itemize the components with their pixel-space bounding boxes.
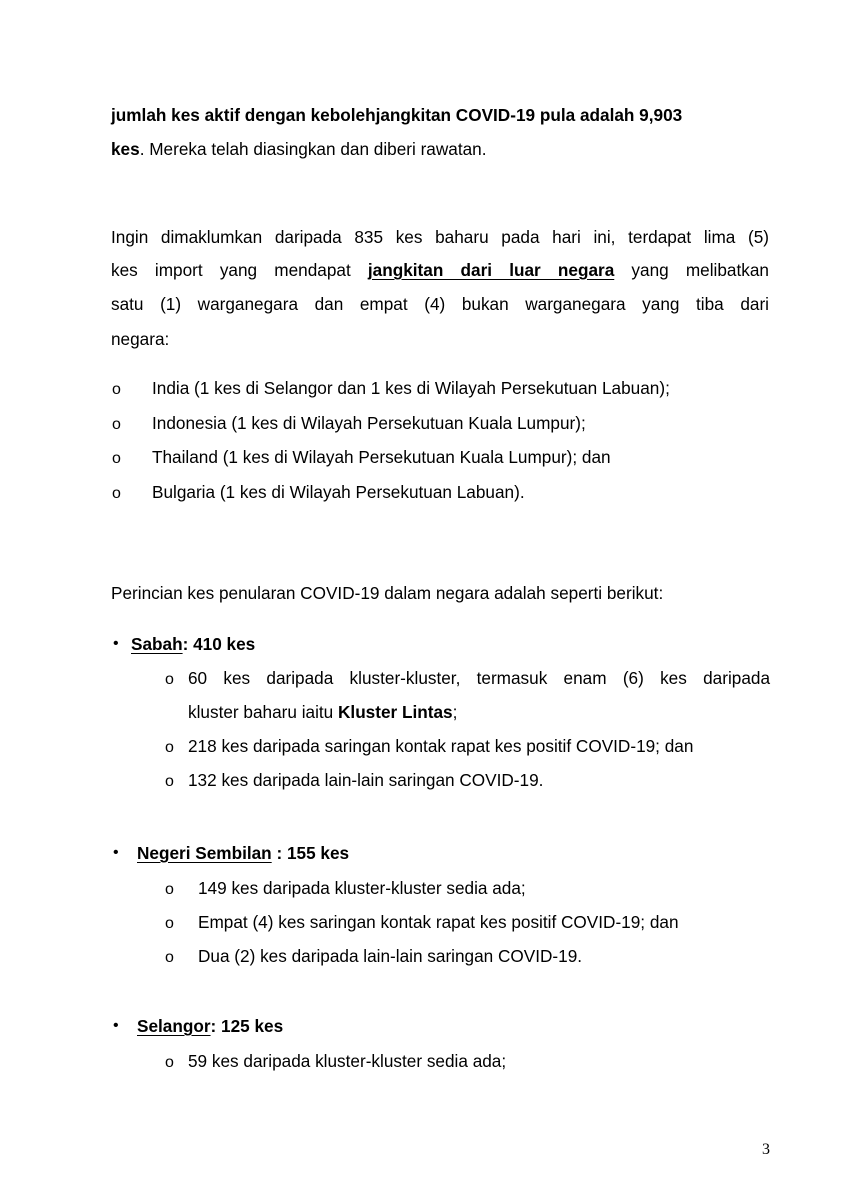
page-number: 3 <box>762 1141 770 1158</box>
import-line-2-post: yang melibatkan <box>614 260 769 280</box>
country-item: India (1 kes di Selangor dan 1 kes di Wilayah Persekutuan Labuan); <box>152 378 670 398</box>
country-item: Bulgaria (1 kes di Wilayah Persekutuan Labuan). <box>152 482 525 502</box>
intro-line-2-rest: . Mereka telah diasingkan dan diberi rawatan. <box>139 139 487 159</box>
state-count: : 125 kes <box>210 1016 284 1036</box>
state-heading <box>137 1016 283 1037</box>
state-heading <box>131 634 255 655</box>
import-line-3: satu (1) warganegara dan empat (4) bukan warganegara yang tiba dari <box>111 294 769 314</box>
selangor-item: 59 kes daripada kluster-kluster sedia ada; <box>188 1051 507 1071</box>
sabah-item-line-1: 60 kes daripada kluster-kluster, termasuk enam (6) kes daripada <box>188 668 770 688</box>
intro-line-2 <box>111 139 487 160</box>
list-marker: o <box>165 949 174 966</box>
domestic-intro: Perincian kes penularan COVID-19 dalam negara adalah seperti berikut: <box>111 583 664 603</box>
list-marker: o <box>165 671 174 688</box>
sabah-item: 218 kes daripada saringan kontak rapat kes positif COVID-19; dan <box>188 736 694 756</box>
list-marker: o <box>165 773 174 790</box>
list-marker: o <box>112 485 121 502</box>
bullet-icon: • <box>113 844 119 861</box>
negeri-sembilan-item: 149 kes daripada kluster-kluster sedia ada; <box>198 878 526 898</box>
cluster-name: Kluster Lintas <box>338 702 453 722</box>
list-marker: o <box>165 915 174 932</box>
intro-line-1: jumlah kes aktif dengan kebolehjangkitan COVID-19 pula adalah 9,903 <box>111 105 683 125</box>
negeri-sembilan-item: Empat (4) kes saringan kontak rapat kes positif COVID-19; dan <box>198 912 679 932</box>
country-item: Indonesia (1 kes di Wilayah Persekutuan Kuala Lumpur); <box>152 413 586 433</box>
country-item: Thailand (1 kes di Wilayah Persekutuan Kuala Lumpur); dan <box>152 447 611 467</box>
state-name: Sabah <box>131 634 183 654</box>
list-marker: o <box>112 381 121 398</box>
sabah-item: 132 kes daripada lain-lain saringan COVID-19. <box>188 770 544 790</box>
import-emphasis: jangkitan dari luar negara <box>367 260 615 280</box>
sabah-item-line-2-pre: kluster baharu iaitu <box>188 702 338 722</box>
state-name: Negeri Sembilan <box>137 843 272 863</box>
state-count: : 155 kes <box>271 843 350 863</box>
import-line-4: negara: <box>111 329 170 349</box>
list-marker: o <box>112 416 121 433</box>
state-name: Selangor <box>137 1016 211 1036</box>
import-line-2-pre: kes import yang mendapat <box>111 260 368 280</box>
list-marker: o <box>165 1054 174 1071</box>
sabah-item-line-2-post: ; <box>452 702 458 722</box>
list-marker: o <box>165 881 174 898</box>
bullet-icon: • <box>113 635 119 652</box>
negeri-sembilan-item: Dua (2) kes daripada lain-lain saringan COVID-19. <box>198 946 583 966</box>
import-line-1: Ingin dimaklumkan daripada 835 kes baharu pada hari ini, terdapat lima (5) <box>111 227 769 247</box>
bullet-icon: • <box>113 1017 119 1034</box>
intro-kes-bold: kes <box>111 139 140 159</box>
state-count: : 410 kes <box>182 634 256 654</box>
list-marker: o <box>165 739 174 756</box>
sabah-item-line-2 <box>188 702 457 723</box>
list-marker: o <box>112 450 121 467</box>
state-heading <box>137 843 349 864</box>
import-line-2 <box>111 260 769 281</box>
